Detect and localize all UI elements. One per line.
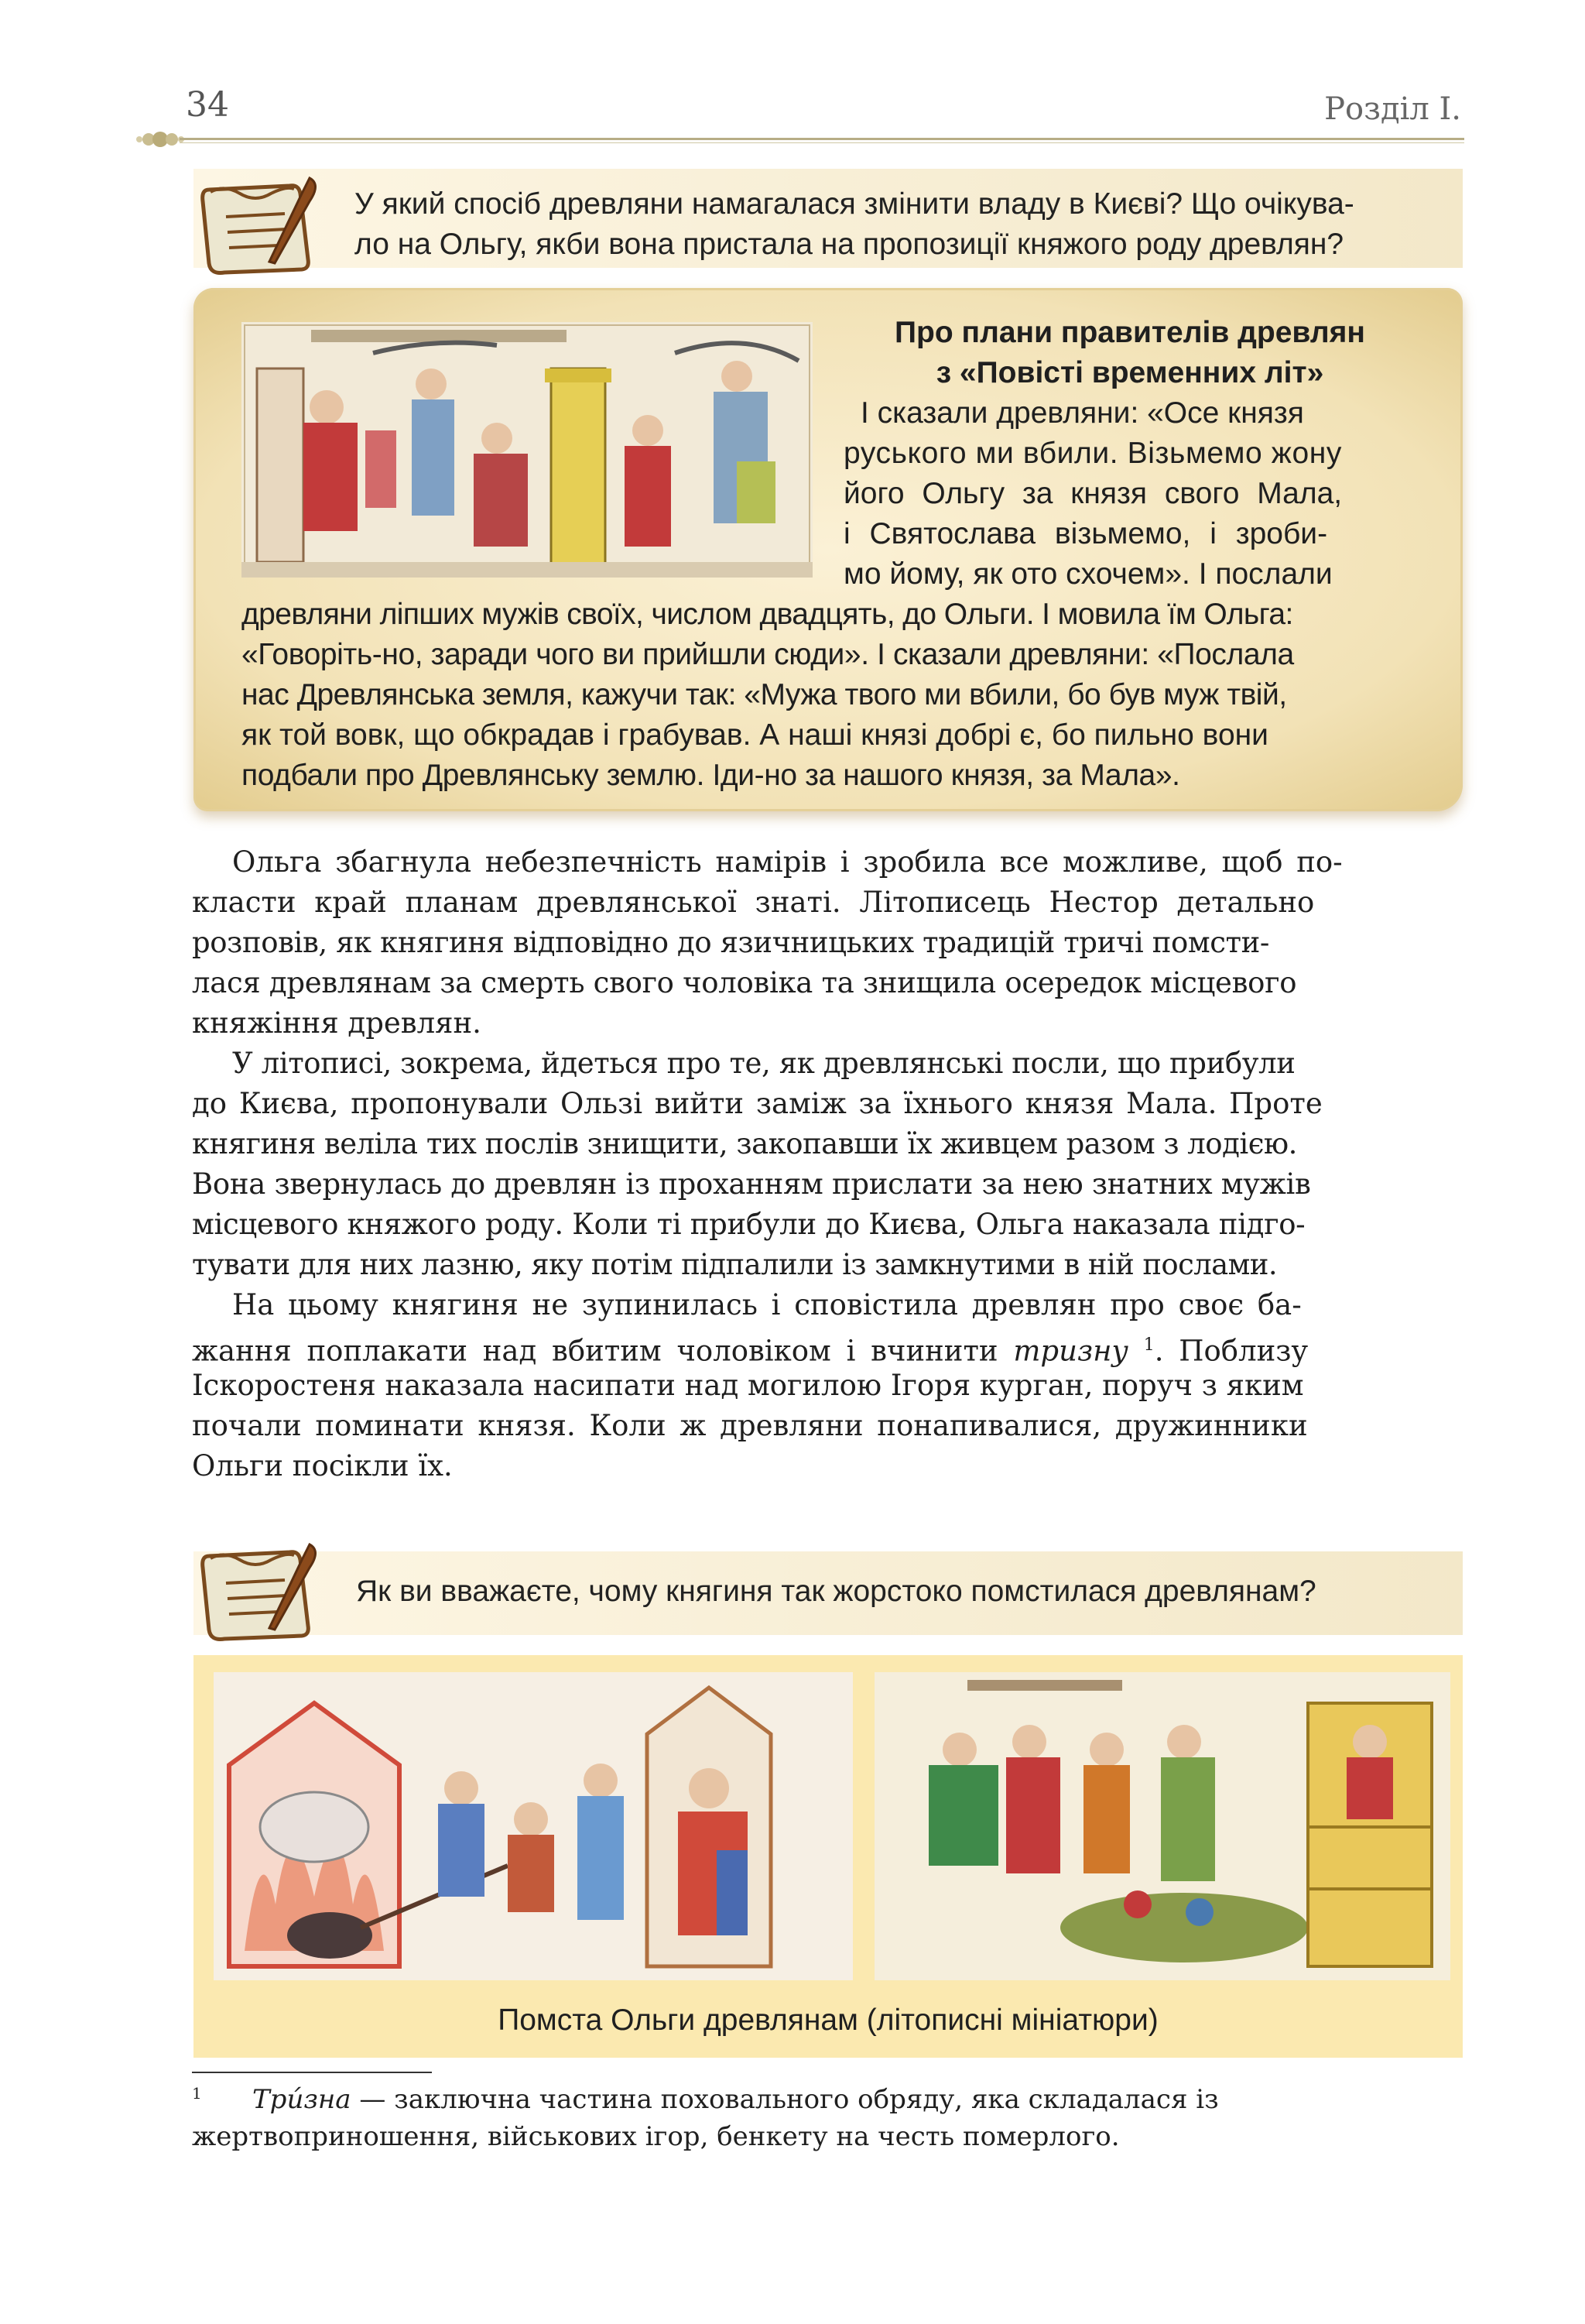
paragraph-line: розповів, як княгиня відповідно до язичницьких традицій тричі помсти- [192,926,1269,959]
source-line: подбали про Древлянську землю. Іди-но за нашого князя, за Мала». [241,759,1180,792]
paragraph-line: Ольга збагнула небезпечність намірів і зробила все можливе, щоб по- [232,845,1343,879]
paragraph-line: класти край планам древлянської знаті. Літописець Нестор детально [192,886,1315,919]
paragraph-line: Вона звернулась до древлян із проханням прислати за нею знатних мужів [192,1167,1311,1201]
footnote-rule [192,2072,432,2073]
header-rule [180,138,1464,140]
question-1-line-2: ло на Ольгу, якби вона пристала на пропозиції княжого роду древлян? [354,228,1344,261]
question-1-line-1: У який спосіб древляни намагалася змінити владу в Києві? Що очікува- [354,187,1354,221]
chronicle-miniature-image [241,322,813,578]
paragraph-line: Ольги посікли їх. [192,1449,453,1482]
paragraph-line: до Києва, пропонували Ользі вийти заміж за їхнього князя Мала. Проте [192,1087,1323,1120]
scroll-quill-icon [193,1537,325,1649]
footnote-line-1: Три́зна — заключна частина поховального обряду, яка складалася із [252,2084,1219,2115]
footnote-term: Три́зна [252,2084,351,2115]
paragraph-line: тувати для них лазню, яку потім підпалили із замкнутими в ній послами. [192,1248,1277,1281]
source-line: як той вовк, що обкрадав і грабував. А наші князі добрі є, бо пильно вони [241,718,1268,752]
chapter-title: Розділ I. [1324,91,1461,127]
miniature-bathhouse-image [214,1672,853,1980]
miniature-feast-image [875,1672,1450,1980]
footnote-mark: 1 [192,2084,202,2103]
paragraph-line-with-term: жання поплакати над вбитим чоловіком і вчинити тризну $^1$. Поблизу [192,1334,1309,1368]
scroll-quill-icon [193,170,325,283]
paragraph-line: княгиня веліла тих послів знищити, закопавши їх живцем разом з лодією. [192,1127,1297,1160]
illustration-caption: Помста Ольги древлянам (літописні мініатюри) [498,2004,1159,2037]
paragraph-line: місцевого княжого роду. Коли ті прибули до Києва, Ольга наказала підго- [192,1208,1306,1241]
source-title-line-2: з «Повісті временних літ» [936,356,1324,389]
source-line: древляни ліпших мужів своїх, числом двадцять, до Ольги. І мовила їм Ольга: [241,598,1293,631]
source-line: мо йому, як ото схочем». І послали [844,557,1333,591]
footnote-line-2: жертвоприношення, військових ігор, бенкету на честь померлого. [192,2121,1120,2152]
page-number: 34 [186,85,229,125]
source-line: «Говоріть-но, заради чого ви прийшли сюди». І сказали древляни: «Послала [241,638,1294,671]
paragraph-line: княжіння древлян. [192,1006,481,1040]
footnote-ref[interactable]: 1 [1143,1335,1155,1355]
paragraph-line: почали поминати князя. Коли ж древляни понапивалися, дружинники [192,1409,1308,1442]
term-tryzna: тризну [1013,1334,1128,1368]
source-title [836,313,1424,393]
paragraph-line: лася древлянам за смерть свого чоловіка та знищила осередок місцевого [192,966,1297,999]
source-line: нас Древлянська земля, кажучи так: «Мужа твого ми вбили, бо був муж твій, [241,678,1287,711]
header-rule-thin [180,142,1464,143]
source-title-line-1: Про плани правителів древлян [895,316,1365,349]
source-line: і Святослава візьмемо, і зроби- [844,517,1328,550]
source-line: його Ольгу за князя свого Мала, [844,477,1343,510]
source-line: руського ми вбили. Візьмемо жону [844,437,1342,470]
source-line: І сказали древляни: «Осе князя [861,396,1304,430]
paragraph-line: На цьому княгиня не зупинилась і сповістила древлян про своє ба- [232,1288,1302,1321]
paragraph-line: У літописі, зокрема, йдеться про те, як древлянські посли, що прибули [232,1047,1296,1080]
question-2: Як ви вважаєте, чому княгиня так жорстоко помстилася древлянам? [356,1575,1316,1608]
paragraph-line: Іскоростеня наказала насипати над могилою Ігоря курган, поруч з яким [192,1369,1304,1402]
